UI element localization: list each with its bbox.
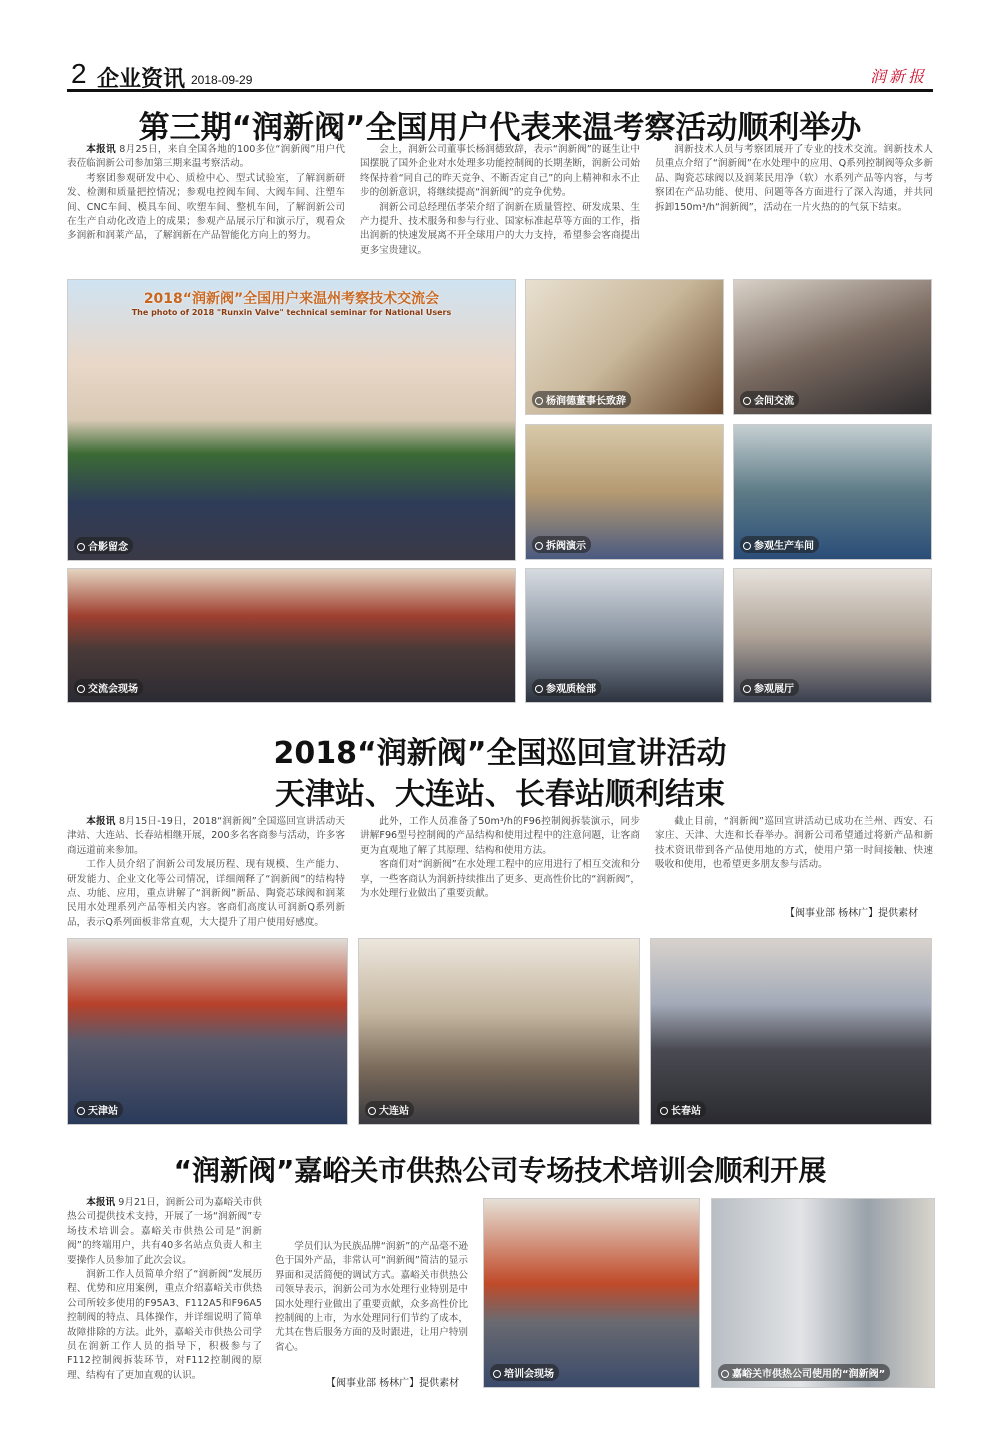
photo-tianjin: [67, 938, 348, 1125]
photo-caption: 交流会现场: [74, 679, 143, 696]
paragraph: 截止目前，“润新阀”巡回宣讲活动已成功在兰州、西安、石家庄、天津、大连和长春举办。润新公司希望通过将新产品和新技术资讯带到各产品使用地的方式，使用户第一时间接触、快速吸收和使用，也希望更多朋友参与活动。: [655, 816, 933, 871]
photo-caption: 杨润德董事长致辞: [532, 391, 631, 408]
photo-training: [483, 1198, 700, 1388]
photo-banner: 2018“润新阀”全国用户来温州考察技术交流会: [143, 291, 440, 307]
lead: 本报讯: [86, 1197, 116, 1208]
photo-valve-installation: [711, 1198, 935, 1388]
paragraph: 8月25日，来自全国各地的100多位“润新阀”用户代表莅临润新公司参加第三期来温考察活动。: [67, 144, 345, 170]
article3-col2: [275, 1240, 468, 1355]
photo-group: [67, 279, 516, 561]
photo-caption: 会间交流: [740, 391, 799, 408]
photo-qc: [525, 568, 724, 703]
paragraph: 学员们认为民族品牌“润新”的产品毫不逊色于国外产品，非常认可“润新阀”简洁的显示界面和灵活简便的调试方式。嘉峪关市供热公司领导表示，润新公司为水处理行业特别是中国水处理行业做出了重要贡献，众多高性价比控制阀的上市，为水处理同行们节约了成本，尤其在售后服务方面的及时跟进，让用户特别省心。: [275, 1241, 468, 1353]
photo-dalian: [358, 938, 640, 1125]
photo-exchange: [733, 279, 932, 415]
photo-caption: 合影留念: [74, 537, 133, 554]
paragraph: 客商们对“润新阀”在水处理工程中的应用进行了相互交流和分享，一些客商认为润新持续推出了更多、更高性价比的“润新阀”，为水处理行业做出了重要贡献。: [360, 859, 640, 900]
photo-caption: 大连站: [365, 1101, 414, 1118]
article2-col3: [655, 815, 933, 873]
paragraph: 8月15日-19日，2018“润新阀”全国巡回宣讲活动天津站、大连站、长春站相继开展，200多名客商参与活动，许多客商远道前来参加。: [67, 816, 345, 856]
article2-subtitle: 天津站、大连站、长春站顺利结束: [275, 777, 725, 812]
paragraph: 工作人员介绍了润新公司发展历程、现有规模、生产能力、研发能力、企业文化等公司情况，详细阐释了“润新阀”的结构特点、功能、应用，重点讲解了“润新阀”新品、陶瓷芯球阀和润莱民用水处理系列产品等相关内容。客商们高度认可润新Q系列新品，表示Q系列面板非常直观，大大提升了用户使用好感度。: [67, 859, 345, 928]
paragraph: 润新工作人员简单介绍了“润新阀”发展历程、优势和应用案例，重点介绍嘉峪关市供热公司所较多使用的F95A3、F112A5和F96A5控制阀的特点、具体操作，并详细说明了简单故障排除的方法。此外，嘉峪关市供热公司学员在润新工作人员的指导下，积极参与了F112控制阀拆装环节，对F112控制阀的原理、结构有了更加直观的认识。: [67, 1269, 262, 1381]
photo-caption: 拆阀演示: [532, 536, 591, 553]
article3-credit: 【阀事业部 杨林广】提供素材: [326, 1378, 460, 1389]
section-title: 企业资讯: [97, 67, 186, 92]
paragraph: 润新公司总经理伍孝荣介绍了润新在质量管控、研发成果、生产力提升、技术服务和参与行业、国家标准起草等方面的工作，指出润新的快速发展离不开全球用户的大力支持，希望参会客商提出更多宝贵建议。: [360, 201, 640, 256]
photo-banner-en: The photo of 2018 "Runxin Valve" technical seminar for National Users: [131, 308, 452, 317]
article1-title: 第三期“润新阀”全国用户代表来温考察活动顺利举办: [138, 110, 862, 146]
photo-caption: 长春站: [657, 1101, 706, 1118]
paragraph: 会上，润新公司董事长杨润德致辞，表示“润新阀”的诞生让中国摆脱了国外企业对水处理多功能控制阀的长期垄断，润新公司始终保持着“同自己的昨天竞争、不断否定自己”的向上精神和永不止步的创新意识，将继续提高“润新阀”的竞争优势。: [360, 144, 640, 199]
article2-col2: [360, 815, 640, 901]
photo-caption: 嘉峪关市供热公司使用的“润新阀”: [718, 1364, 890, 1381]
brand-logo: 润新报: [869, 67, 927, 86]
photo-caption: 培训会现场: [490, 1364, 559, 1381]
article3-col1: [67, 1196, 262, 1388]
photo-showroom: [733, 568, 932, 703]
article1-col1: [67, 143, 345, 244]
photo-speech: [525, 279, 724, 415]
photo-disassembly: [525, 424, 724, 560]
article3-title: “润新阀”嘉峪关市供热公司专场技术培训会顺利开展: [173, 1154, 827, 1187]
photo-changchun: [650, 938, 932, 1125]
article2-credit: 【阀事业部 杨林广】提供素材: [785, 908, 919, 919]
page-header: [67, 58, 933, 92]
paragraph: 考察团参观研发中心、质检中心、型式试验室，了解润新研发、检测和质量把控情况；参观电控阀车间、大阀车间、注塑车间、CNC车间、模具车间、吹塑车间、整机车间，了解润新公司在生产自动化改造上的成果；参观产品展示厅和演示厅，观看众多润新和润莱产品，了解润新在产品智能化方向上的努力。: [67, 172, 345, 242]
paragraph: 9月21日，润新公司为嘉峪关市供热公司提供技术支持，开展了一场“润新阀”专场技术培训会。嘉峪关市供热公司是“润新阀”的终端用户，共有40多名站点负责人和主要操作人员参加了此次会议。: [67, 1197, 262, 1266]
paragraph: 此外，工作人员准备了50m³/h的F96控制阀拆装演示，同步讲解F96型号控制阀的产品结构和使用过程中的注意问题，让客商更为直观地了解了其原理、结构和使用方法。: [360, 816, 640, 856]
page-number: 2: [71, 58, 87, 89]
article1-col2: [360, 143, 640, 259]
paragraph: 润新技术人员与考察团展开了专业的技术交流。润新技术人员重点介绍了“润新阀”在水处理中的应用、Q系列控制阀等众多新品、陶瓷芯球阀以及润莱民用净（软）水系列产品等内容，与考察团在产品功能、使用、问题等各方面进行了深入沟通，并共同拆卸150m³/h“润新阀”，活动在一片火热的的气氛下结束。: [655, 144, 933, 213]
article1-col3: [655, 143, 933, 215]
photo-caption: 参观展厅: [740, 679, 799, 696]
photo-workshop: [733, 424, 932, 560]
photo-caption: 参观生产车间: [740, 536, 819, 553]
photo-caption: 参观质检部: [532, 679, 601, 696]
article2-col1: [67, 815, 345, 928]
article2-title: 2018“润新阀”全国巡回宣讲活动: [273, 736, 727, 771]
lead: 本报讯: [86, 144, 116, 155]
photo-caption: 天津站: [74, 1101, 123, 1118]
lead: 本报讯: [86, 816, 116, 827]
issue-date: 2018-09-29: [191, 73, 253, 87]
photo-meeting: [67, 568, 516, 703]
